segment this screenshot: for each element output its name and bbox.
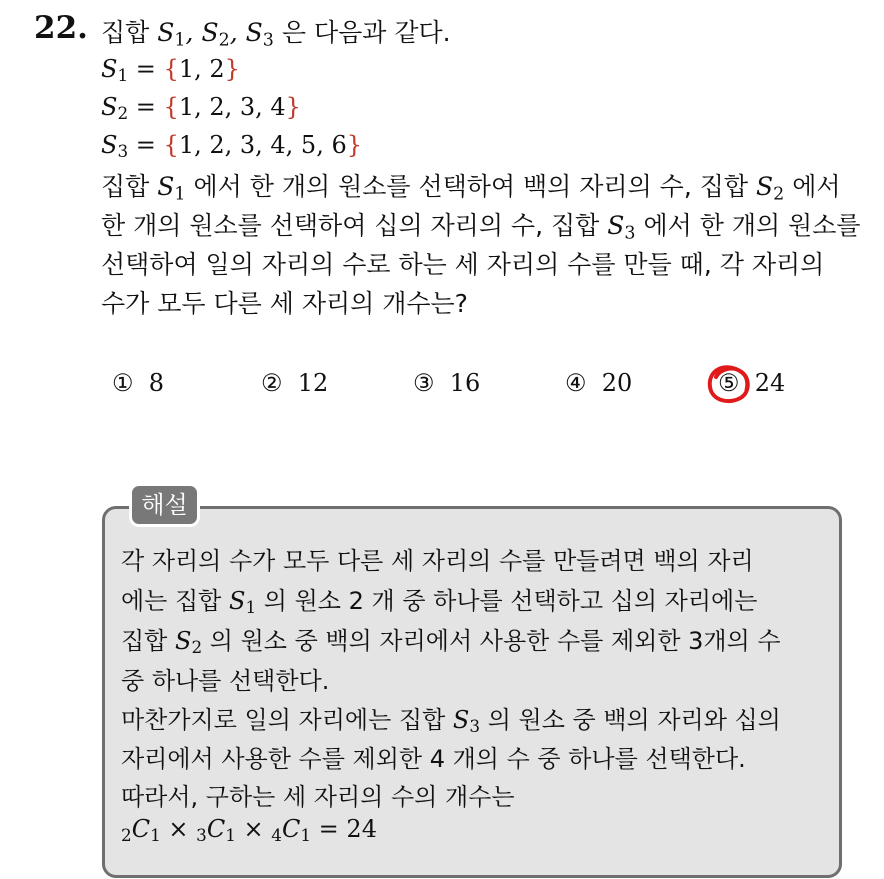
intro-text-before: 집합 — [101, 18, 150, 47]
question-body-line-3: 선택하여 일의 자리의 수로 하는 세 자리의 수를 만들 때, 각 자리의 — [101, 250, 825, 279]
choice-2[interactable] — [261, 369, 328, 397]
choice-1-value: 8 — [148, 369, 165, 397]
solution-line-3: 집합 $S_2$ 의 원소 중 백의 자리에서 사용한 수를 제외한 3개의 수 — [121, 627, 781, 658]
choice-1[interactable] — [112, 369, 164, 397]
intro-text-after: 은 다음과 같다. — [281, 18, 451, 47]
choice-2-value: 12 — [297, 369, 329, 397]
set-definition-3: $S_3 = \{1$, 2, 3, 4, 5, 6} — [101, 131, 362, 162]
choice-5-mark: ⑤ — [718, 369, 740, 397]
answer-circle-mark-icon — [706, 363, 752, 407]
set-definition-1: $S_1 = \{1$, 2} — [101, 55, 240, 86]
set-3-elements: 1, 2, 3, 4, 5, 6 — [178, 131, 347, 159]
solution-line-5: 마찬가지로 일의 자리에는 집합 $S_3$ 의 원소 중 백의 자리와 십의 — [121, 706, 781, 737]
question-body-line-4: 수가 모두 다른 세 자리의 개수는? — [101, 289, 468, 318]
choice-1-mark: ① — [112, 369, 134, 397]
set-definition-2: $S_2 = \{1$, 2, 3, 4} — [101, 93, 301, 124]
set-1-elements: 1, 2 — [178, 55, 225, 83]
solution-line-6: 자리에서 사용한 수를 제외한 4 개의 수 중 하나를 선택한다. — [121, 745, 746, 773]
question-intro — [101, 13, 451, 50]
choice-3[interactable] — [413, 369, 480, 397]
choice-3-value: 16 — [449, 369, 481, 397]
intro-sets: $S_1$, $S_2$, $S_3$ — [157, 18, 274, 51]
question-body-line-2: 한 개의 원소를 선택하여 십의 자리의 수, 집합 $S_3$ 에서 한 개의 원소를 — [101, 211, 861, 244]
solution-line-4: 중 하나를 선택한다. — [121, 667, 330, 695]
question-number: 22. — [34, 10, 88, 46]
choice-4[interactable] — [565, 369, 632, 397]
solution-formula: $_2C_1 \times _3C_1 \times _4C_1 = 24$ — [121, 815, 377, 846]
choice-2-mark: ② — [261, 369, 283, 397]
solution-tag: 해설 — [129, 483, 200, 527]
solution-line-2: 에는 집합 $S_1$ 의 원소 2 개 중 하나를 선택하고 십의 자리에는 — [121, 587, 758, 618]
choice-4-value: 20 — [601, 369, 633, 397]
question-body-line-1: 집합 $S_1$ 에서 한 개의 원소를 선택하여 백의 자리의 수, 집합 $S_2$ 에서 — [101, 172, 841, 205]
set-2-elements: 1, 2, 3, 4 — [178, 93, 286, 121]
choice-3-mark: ③ — [413, 369, 435, 397]
choice-5-value: 24 — [754, 369, 786, 397]
solution-line-7: 따라서, 구하는 세 자리의 수의 개수는 — [121, 783, 515, 811]
choice-4-mark: ④ — [565, 369, 587, 397]
formula-result: 24 — [346, 815, 377, 843]
solution-line-1: 각 자리의 수가 모두 다른 세 자리의 수를 만들려면 백의 자리 — [121, 547, 754, 575]
